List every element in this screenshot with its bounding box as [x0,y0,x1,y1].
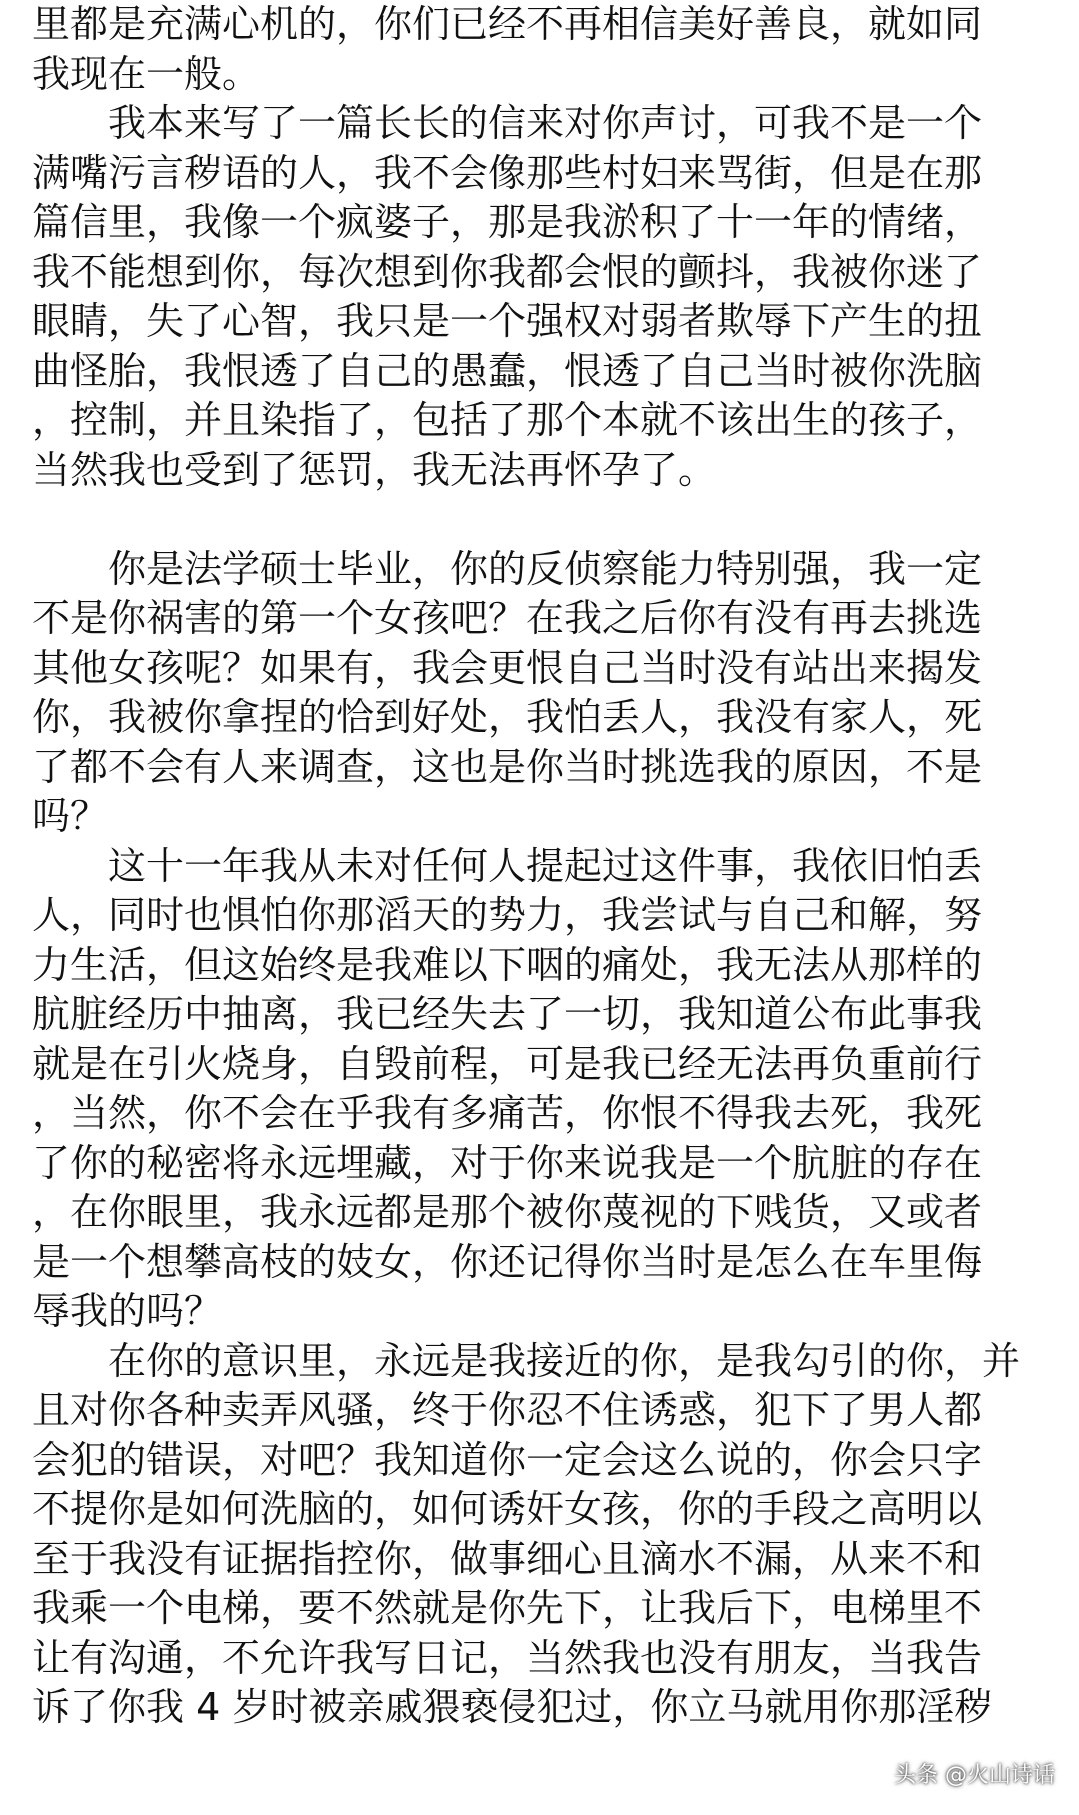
text-line: 力生活，但这始终是我难以下咽的痛处，我无法从那样的 [32,942,983,987]
text-line: ，当然，你不会在乎我有多痛苦，你恨不得我去死，我死 [32,1091,983,1135]
text-line: ，控制，并且染指了，包括了那个本就不该出生的孩子， [32,398,983,442]
blank-line [32,495,1054,545]
text-line: 让有沟通，不允许我写日记，当然我也没有朋友，当我告 [32,1635,983,1680]
text-line: 里都是充满心机的，你们已经不再相信美好善良，就如同 [32,2,983,46]
text-line: 至于我没有证据指控你，做事细心且滴水不漏，从来不和 [32,1536,983,1581]
text-line: 在你的意识里，永远是我接近的你，是我勾引的你，并 [32,1338,1021,1383]
text-line: 其他女孩呢？如果有，我会更恨自己当时没有站出来揭发 [32,645,983,690]
text-line: 吗？ [32,794,109,838]
text-line: 人，同时也惧怕你那滔天的势力，我尝试与自己和解，努 [32,893,983,937]
text-line: 篇信里，我像一个疯婆子，那是我淤积了十一年的情绪， [32,200,983,244]
text-line: 辱我的吗？ [32,1289,223,1333]
text-line: 我乘一个电梯，要不然就是你先下，让我后下，电梯里不 [32,1586,983,1630]
text-line: 是一个想攀高枝的妓女，你还记得你当时是怎么在车里侮 [32,1239,983,1284]
watermark: 头条 @火山诗话 [894,1763,1055,1788]
text-line: 曲怪胎，我恨透了自己的愚蠢，恨透了自己当时被你洗脑 [32,348,983,393]
text-line: 肮脏经历中抽离，我已经失去了一切，我知道公布此事我 [32,992,983,1036]
text-line: 了你的秘密将永远埋藏，对于你来说我是一个肮脏的存在 [32,1140,983,1185]
text-line: 我本来写了一篇长长的信来对你声讨，可我不是一个 [32,101,983,145]
letter-text [32,0,1054,1733]
text-line: 就是在引火烧身，自毁前程，可是我已经无法再负重前行 [32,1041,983,1086]
text-line: 这十一年我从未对任何人提起过这件事，我依旧怕丢 [32,843,983,888]
text-line: 会犯的错误，对吧？我知道你一定会这么说的，你会只字 [32,1437,983,1482]
text-line: 满嘴污言秽语的人，我不会像那些村妇来骂街，但是在那 [32,150,983,195]
text-line: 我现在一般。 [32,51,261,96]
text-line: 且对你各种卖弄风骚，终于你忍不住诱惑，犯下了男人都 [32,1388,983,1432]
text-line: 你，我被你拿捏的恰到好处，我怕丢人，我没有家人，死 [32,695,983,739]
text-line: 不提你是如何洗脑的，如何诱奸女孩，你的手段之高明以 [32,1487,983,1531]
text-line: 我不能想到你，每次想到你我都会恨的颤抖，我被你迷了 [32,249,983,294]
text-line: 当然我也受到了惩罚，我无法再怀孕了。 [32,447,717,492]
text-line: 不是你祸害的第一个女孩吧？在我之后你有没有再去挑选 [32,596,983,640]
text-line: 诉了你我 4 岁时被亲戚猥亵侵犯过，你立马就用你那淫秽 [32,1685,993,1729]
text-line: ，在你眼里，我永远都是那个被你蔑视的下贱货，又或者 [32,1190,983,1234]
text-line: 了都不会有人来调查，这也是你当时挑选我的原因，不是 [32,744,983,789]
text-line: 眼睛，失了心智，我只是一个强权对弱者欺辱下产生的扭 [32,299,983,343]
text-line: 你是法学硕士毕业，你的反侦察能力特别强，我一定 [32,546,983,591]
